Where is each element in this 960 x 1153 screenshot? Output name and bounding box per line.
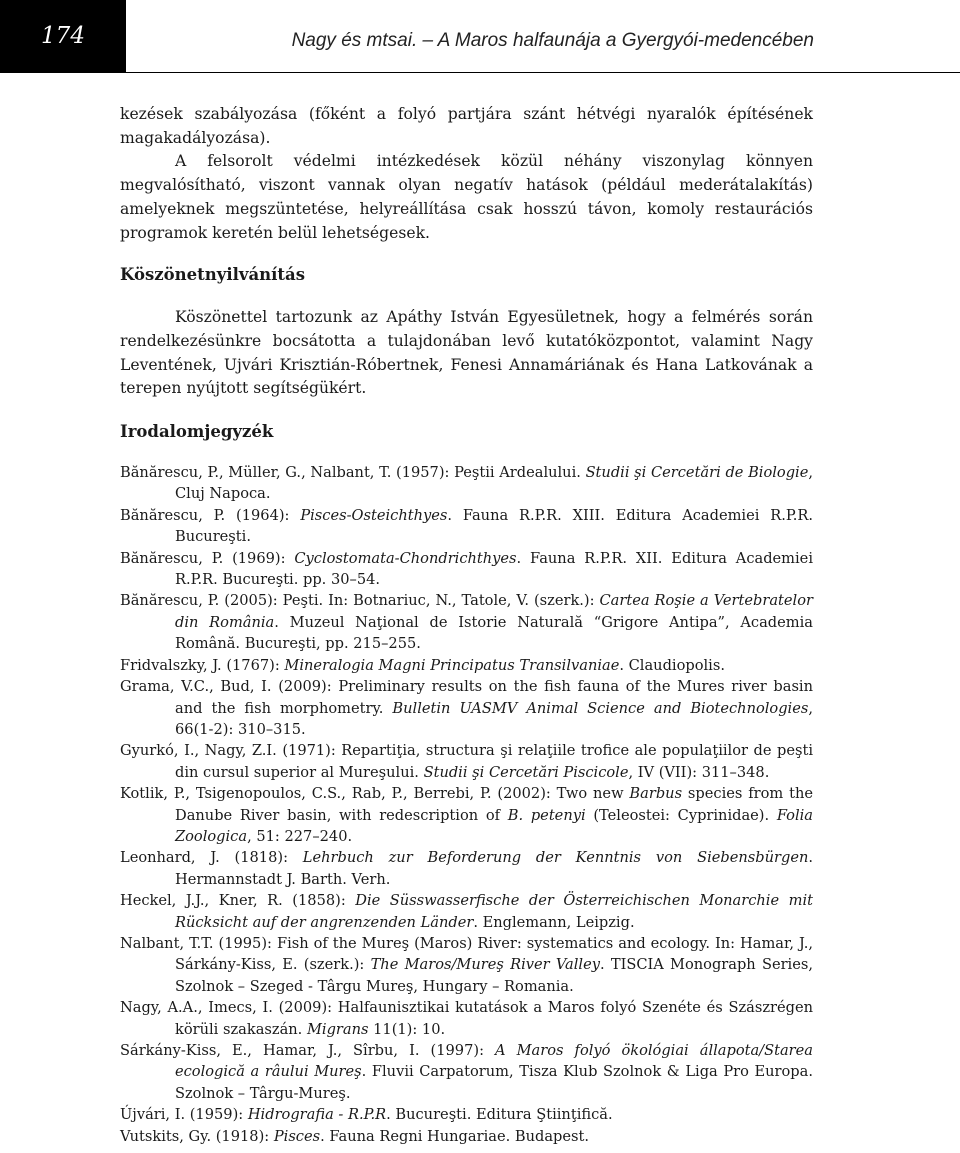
reference-item: Újvári, I. (1959): Hidrografia - R.P.R. Bucureşti. Editura Ştiinţifică. <box>120 1106 613 1124</box>
reference-item: Gyurkó, I., Nagy, Z.I. (1971): Repartiţia, structura şi relaţiile trofice ale populaţiilor de peşti din cursul superior al Mureşului. Studii şi Cercetări Piscicole, IV (VII): 311–348. <box>120 742 813 781</box>
reference-item: Bănărescu, P. (2005): Peşti. In: Botnariuc, N., Tatole, V. (szerk.): Cartea Roşie a Vertebratelor din România. Muzeul Naţional de Istorie Naturală “Grigore Antipa”, Academia Română. Bucureşti, pp. 215–255. <box>120 592 813 653</box>
reference-list <box>120 462 813 1147</box>
acknowledgements-text: Köszönettel tartozunk az Apáthy István Egyesületnek, hogy a felmérés során rendelkezésünkre bocsátotta a tulajdonában levő kutatóközpontot, valamint Nagy Leventének, Ujvári Krisztián-Róbertnek, Fenesi Annamáriának és Hana Latkovának a terepen nyújtott segítségükért. <box>120 308 813 398</box>
reference-item: Bănărescu, P. (1964): Pisces-Osteichthyes. Fauna R.P.R. XIII. Editura Academiei R.P.R. Bucureşti. <box>120 506 813 546</box>
running-header <box>0 0 960 73</box>
running-title: Nagy és mtsai. – A Maros halfaunája a Gyergyói-medencében <box>291 30 814 51</box>
references-heading: Irodalomjegyzék <box>120 422 274 442</box>
intro-paragraph: A felsorolt védelmi intézkedések közül néhány viszonylag könnyen megvalósítható, viszont vannak olyan negatív hatások (például mederátalakítás) amelyeknek megszüntetése, helyreállítása csak hosszú távon, komoly restaurációs programok keretén belül lehetségesek. <box>120 152 813 242</box>
reference-item: Grama, V.C., Bud, I. (2009): Preliminary results on the fish fauna of the Mures river basin and the fish morphometry. Bulletin UASMV Animal Science and Biotechnologies, 66(1-2): 310–315. <box>120 678 813 738</box>
reference-item: Nagy, A.A., Imecs, I. (2009): Halfaunisztikai kutatások a Maros folyó Szenéte és Szászrégen körüli szakaszán. Migrans 11(1): 10. <box>120 999 813 1038</box>
reference-item: Kotlik, P., Tsigenopoulos, C.S., Rab, P., Berrebi, P. (2002): Two new Barbus species from the Danube River basin, with redescription of B. petenyi (Teleostei: Cyprinidae). Folia Zoologica, 51: 227–240. <box>120 785 813 845</box>
reference-item: Bănărescu, P., Müller, G., Nalbant, T. (1957): Peştii Ardealului. Studii şi Cercetări de Biologie, Cluj Napoca. <box>120 464 813 503</box>
reference-item: Vutskits, Gy. (1918): Pisces. Fauna Regni Hungariae. Budapest. <box>120 1127 589 1145</box>
reference-item: Sárkány-Kiss, E., Hamar, J., Sîrbu, I. (1997): A Maros folyó ökológiai állapota/Starea ecologică a râului Mureş. Fluvii Carpatorum, Tisza Klub Szolnok & Liga Pro Europa. Szolnok – Târgu-Mureş. <box>120 1042 813 1102</box>
reference-item: Bănărescu, P. (1969): Cyclostomata-Chondrichthyes. Fauna R.P.R. XII. Editura Academiei R.P.R. Bucureşti. pp. 30–54. <box>120 549 813 589</box>
reference-item: Heckel, J.J., Kner, R. (1858): Die Süsswasserfische der Österreichischen Monarchie mit Rücksicht auf der angrenzenden Länder. Englemann, Leipzig. <box>120 892 813 931</box>
reference-item: Nalbant, T.T. (1995): Fish of the Mureş (Maros) River: systematics and ecology. In: Hamar, J., Sárkány-Kiss, E. (szerk.): The Maros/Mureş River Valley. TISCIA Monograph Series, Szolnok – Szeged - Târgu Mureş, Hungary – Romania. <box>120 934 813 995</box>
intro-paragraph-continued: kezések szabályozása (főként a folyó partjára szánt hétvégi nyaralók építésének magakadályozása). <box>120 105 813 147</box>
reference-item: Fridvalszky, J. (1767): Mineralogia Magni Principatus Transilvaniae. Claudiopolis. <box>120 656 725 674</box>
reference-item: Leonhard, J. (1818): Lehrbuch zur Beforderung der Kenntnis von Siebensbürgen. Hermannstadt J. Barth. Verh. <box>120 849 813 888</box>
acknowledgements-heading: Köszönetnyilvánítás <box>120 265 306 285</box>
page-number: 174 <box>0 0 126 72</box>
page-body <box>120 103 813 1147</box>
